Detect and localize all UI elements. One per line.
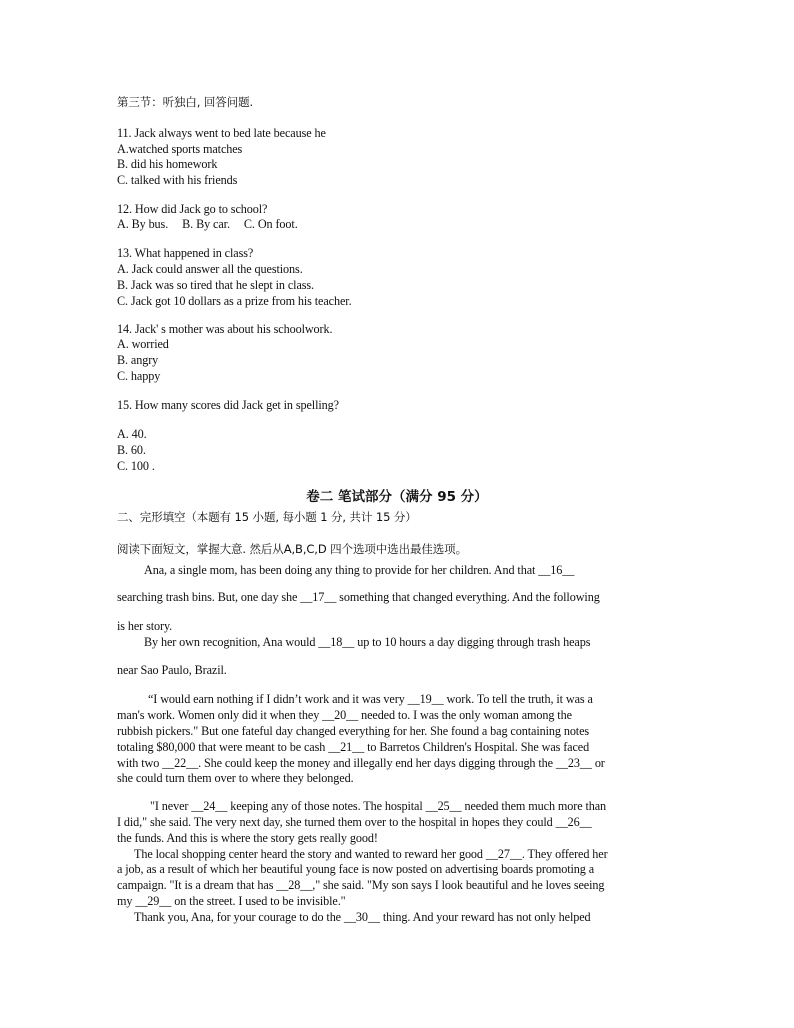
question-13-option-b: B. Jack was so tired that he slept in class.: [117, 278, 314, 292]
question-12-option-b: B. By car.: [182, 217, 230, 231]
cloze-heading: 二、完形填空（本题有 15 小题, 每小题 1 分, 共计 15 分）: [117, 510, 417, 524]
question-15-stem: 15. How many scores did Jack get in spelling?: [117, 398, 339, 412]
question-15-option-a: A. 40.: [117, 427, 147, 441]
question-12-option-c: C. On foot.: [243, 217, 298, 231]
passage-line: Thank you, Ana, for your courage to do the __30__ thing. And your reward has not only helped: [134, 910, 591, 924]
passage-line: near Sao Paulo, Brazil.: [117, 663, 227, 677]
passage-line: the funds. And this is where the story gets really good!: [117, 831, 378, 845]
passage-line: searching trash bins. But, one day she __17__ something that changed everything. And the following: [117, 590, 600, 604]
passage-line: she could turn them over to where they belonged.: [117, 771, 354, 785]
passage-line: is her story.: [117, 619, 173, 633]
passage-line: a job, as a result of which her beautiful young face is now posted on advertising boards promoting a: [117, 862, 595, 876]
question-15-option-b: B. 60.: [117, 443, 146, 457]
question-12-options: [117, 217, 312, 232]
passage-line: The local shopping center heard the story and wanted to reward her good __27__. They offered her: [134, 847, 608, 861]
question-11-option-a: A.watched sports matches: [117, 142, 243, 156]
question-14-option-c: C. happy: [117, 369, 161, 383]
passage-line: "I never __24__ keeping any of those notes. The hospital __25__ needed them much more than: [150, 799, 607, 813]
question-15-option-c: C. 100 .: [117, 459, 155, 473]
question-13-option-a: A. Jack could answer all the questions.: [117, 262, 303, 276]
passage-line: “I would earn nothing if I didn’t work and it was very __19__ work. To tell the truth, it was a: [148, 692, 593, 706]
question-14-option-a: A. worried: [117, 337, 169, 351]
question-14-option-b: B. angry: [117, 353, 159, 367]
passage-line: campaign. "It is a dream that has __28__," she said. "My son says I look beautiful and he loves seeing: [117, 878, 605, 892]
passage-line: my __29__ on the street. I used to be invisible.": [117, 894, 346, 908]
cloze-instruction: 阅读下面短文，掌握大意. 然后从A,B,C,D 四个选项中选出最佳选项。: [117, 542, 467, 556]
passage-line: rubbish pickers." But one fateful day changed everything for her. She found a bag containing notes: [117, 724, 590, 738]
question-13-stem: 13. What happened in class?: [117, 246, 254, 260]
passage-line: I did," she said. The very next day, she turned them over to the hospital in hopes they could __26__: [117, 815, 592, 829]
section-heading: 第三节：听独白, 回答问题.: [117, 95, 254, 109]
question-14-stem: 14. Jack' s mother was about his schoolwork.: [117, 322, 333, 336]
passage-line: Ana, a single mom, has been doing any thing to provide for her children. And that __16__: [144, 563, 575, 577]
question-12-stem: 12. How did Jack go to school?: [117, 202, 268, 216]
question-11-option-c: C. talked with his friends: [117, 173, 238, 187]
part-title: 卷二 笔试部分（满分 95 分）: [306, 489, 488, 505]
question-13-option-c: C. Jack got 10 dollars as a prize from his teacher.: [117, 294, 352, 308]
passage-line: with two __22__. She could keep the money and illegally end her days digging through the __23__ or: [117, 756, 605, 770]
question-11-option-b: B. did his homework: [117, 157, 218, 171]
passage-line: man's work. Women only did it when they __20__ needed to. I was the only woman among the: [117, 708, 572, 722]
passage-line: By her own recognition, Ana would __18__ up to 10 hours a day digging through trash heaps: [144, 635, 591, 649]
passage-line: totaling $80,000 that were meant to be cash __21__ to Barretos Children's Hospital. She was faced: [117, 740, 590, 754]
question-12-option-a: A. By bus.: [117, 217, 169, 231]
question-11-stem: 11. Jack always went to bed late because he: [117, 126, 326, 140]
